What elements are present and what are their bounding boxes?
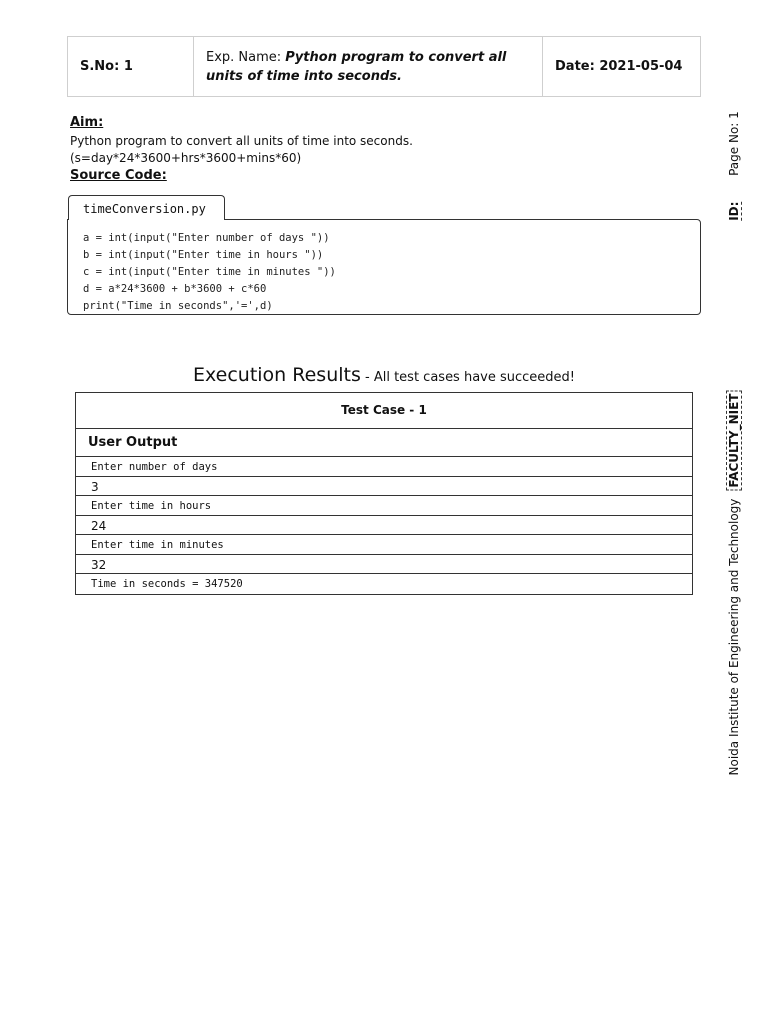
execution-results-heading: Execution Results	[192, 364, 361, 386]
results-table	[75, 392, 693, 595]
side-id-page	[724, 111, 744, 221]
aim-text	[70, 133, 413, 167]
input-row: 3	[76, 477, 692, 496]
code-line: b = int(input("Enter time in hours "))	[83, 249, 324, 261]
execution-status: - All test cases have succeeded!	[360, 370, 576, 385]
code-line: print("Time in seconds",'=',d)	[83, 300, 273, 312]
code-line: c = int(input("Enter time in minutes "))	[83, 266, 336, 278]
institute-name: Noida Institute of Engineering and Technology	[727, 498, 741, 776]
test-case-header: Test Case - 1	[76, 393, 692, 429]
file-tab: timeConversion.py	[68, 195, 225, 220]
input-row: 24	[76, 516, 692, 535]
experiment-date: Date: 2021-05-04	[555, 59, 683, 74]
side-institute	[724, 393, 744, 776]
faculty-id: FACULTY_NIET	[726, 391, 742, 491]
output-row: Enter number of days	[76, 457, 692, 477]
page-number: Page No: 1	[727, 111, 741, 176]
experiment-header	[67, 36, 701, 97]
code-block	[67, 219, 701, 315]
experiment-name	[194, 37, 543, 96]
serial-number: S.No: 1	[68, 37, 194, 96]
aim-line-1: Python program to convert all units of time into seconds.	[70, 134, 413, 148]
source-code-heading: Source Code:	[70, 168, 167, 183]
code-line: d = a*24*3600 + b*3600 + c*60	[83, 283, 267, 295]
input-row: 32	[76, 555, 692, 574]
id-label: ID:	[727, 201, 741, 221]
output-row: Enter time in hours	[76, 496, 692, 516]
experiment-name-label: Exp. Name:	[206, 49, 286, 65]
experiment-title: Python program to convert all units of time into seconds.	[206, 49, 507, 84]
user-output-heading: User Output	[76, 429, 692, 457]
aim-heading: Aim:	[70, 115, 104, 130]
code-line: a = int(input("Enter number of days "))	[83, 232, 330, 244]
aim-line-2: (s=day*24*3600+hrs*3600+mins*60)	[70, 151, 302, 165]
output-row: Enter time in minutes	[76, 535, 692, 555]
output-row: Time in seconds = 347520	[91, 578, 243, 590]
execution-results-title	[0, 364, 768, 386]
